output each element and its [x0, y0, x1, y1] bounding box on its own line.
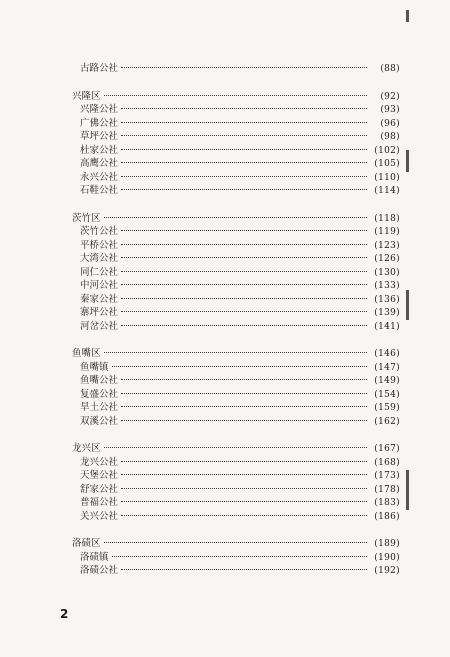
toc-entry-label: 龙兴区	[72, 443, 101, 454]
toc-entry-label: 旱土公社	[80, 402, 119, 413]
toc-commune-entry[interactable]	[72, 279, 400, 293]
toc-entry-label: 复盛公社	[80, 388, 119, 400]
dot-leader	[121, 284, 367, 285]
toc-commune-entry[interactable]	[72, 130, 400, 144]
toc-page-number: (98)	[380, 132, 400, 142]
toc-page-number: (162)	[374, 416, 400, 427]
toc-entry-label: 兴隆区	[72, 90, 101, 102]
toc-commune-entry[interactable]	[72, 401, 400, 415]
toc-page-number: (105)	[374, 159, 400, 169]
toc-commune-entry[interactable]	[72, 306, 400, 320]
binding-edge-marks	[406, 0, 410, 657]
dot-leader	[121, 298, 367, 299]
toc-commune-entry[interactable]	[72, 184, 400, 198]
toc-entry-label: 鱼嘴镇	[80, 361, 109, 373]
toc-page-number: (190)	[374, 552, 400, 563]
toc-page-number: (154)	[374, 389, 400, 400]
toc-entry-label: 古路公社	[80, 63, 119, 74]
toc-entry-label: 兴隆公社	[80, 104, 119, 115]
toc-page-number: (146)	[374, 349, 400, 359]
dot-leader	[104, 95, 367, 96]
toc-page-number: (93)	[380, 105, 400, 115]
toc-commune-entry[interactable]	[72, 496, 400, 510]
dot-leader	[121, 406, 367, 407]
dot-leader	[104, 352, 367, 353]
dot-leader	[121, 311, 367, 312]
toc-entry-label: 舒家公社	[80, 483, 119, 495]
toc-commune-entry[interactable]	[72, 239, 400, 253]
dot-leader	[121, 271, 367, 272]
dot-leader	[121, 230, 367, 231]
dot-leader	[121, 461, 367, 462]
section-divider	[72, 76, 400, 84]
toc-page-number: (118)	[374, 213, 400, 224]
dot-leader	[121, 569, 367, 570]
dot-leader	[104, 217, 367, 218]
toc-district-entry[interactable]	[72, 347, 400, 361]
toc-page-number: (133)	[374, 281, 400, 291]
dot-leader	[121, 67, 367, 68]
toc-page-number: (110)	[374, 172, 400, 183]
toc-commune-entry[interactable]	[72, 252, 400, 266]
section-divider	[72, 333, 400, 341]
toc-commune-entry[interactable]	[72, 551, 400, 565]
toc-entry-label: 茨竹公社	[80, 226, 119, 237]
toc-entry-label: 永兴公社	[80, 171, 119, 183]
toc-entry-label: 普福公社	[80, 497, 119, 508]
dot-leader	[121, 325, 367, 326]
toc-entry-label: 关兴公社	[80, 510, 119, 522]
toc-commune-entry[interactable]	[72, 374, 400, 388]
section-divider	[72, 428, 400, 436]
toc-page-number: (126)	[374, 254, 400, 264]
section-divider	[72, 523, 400, 531]
toc-entry-label: 广佛公社	[80, 117, 119, 129]
dot-leader	[121, 393, 367, 394]
toc-commune-entry[interactable]	[72, 510, 400, 524]
toc-commune-entry[interactable]	[72, 117, 400, 131]
toc-page-number: (114)	[374, 186, 400, 196]
toc-page-number: (96)	[380, 118, 400, 129]
toc-entry-label: 洛碛公社	[80, 565, 119, 576]
dot-leader	[121, 135, 367, 136]
toc-page-number: (130)	[374, 267, 400, 278]
toc-entry-label: 杜家公社	[80, 144, 119, 156]
toc-page-number: (159)	[374, 403, 400, 413]
toc-entry-label: 寨坪公社	[80, 307, 119, 318]
dot-leader	[121, 501, 367, 502]
toc-page-number: (139)	[374, 308, 400, 318]
dot-leader	[121, 474, 367, 475]
toc-entry-label: 同仁公社	[80, 266, 119, 278]
toc-entry-label: 平桥公社	[80, 239, 119, 251]
toc-entry-label: 大湾公社	[80, 253, 119, 264]
toc-district-entry[interactable]	[72, 537, 400, 551]
dot-leader	[121, 257, 367, 258]
toc-page-number: (147)	[374, 362, 400, 373]
toc-district-entry[interactable]	[72, 212, 400, 226]
dot-leader	[121, 488, 367, 489]
toc-page-number: (186)	[374, 511, 400, 522]
toc-page-number: (168)	[374, 457, 400, 468]
toc-entry-label: 秦家公社	[80, 293, 119, 305]
dot-leader	[112, 556, 367, 557]
toc-entry-label: 中河公社	[80, 280, 119, 291]
toc-entry-label: 鱼嘴区	[72, 348, 101, 359]
toc-page-number: (123)	[374, 240, 400, 251]
toc-commune-entry[interactable]	[72, 456, 400, 470]
toc-page-number: (183)	[374, 498, 400, 508]
dot-leader	[121, 379, 367, 380]
dot-leader	[121, 108, 367, 109]
toc-entry-label: 洛碛区	[72, 538, 101, 549]
toc-commune-entry[interactable]	[72, 483, 400, 497]
toc-page-number: (149)	[374, 376, 400, 386]
dot-leader	[121, 515, 367, 516]
toc-district-entry[interactable]	[72, 90, 400, 104]
toc-district-entry[interactable]	[72, 442, 400, 456]
dot-leader	[121, 420, 367, 421]
dot-leader	[104, 542, 367, 543]
dot-leader	[121, 122, 367, 123]
toc-commune-entry[interactable]	[72, 361, 400, 375]
toc-commune-entry[interactable]	[72, 171, 400, 185]
toc-commune-entry[interactable]	[72, 469, 400, 483]
toc-page-number: (136)	[374, 294, 400, 305]
toc-page-number: (167)	[374, 444, 400, 454]
dot-leader	[121, 189, 367, 190]
toc-page-number: (141)	[374, 321, 400, 332]
toc-entry-label: 洛碛镇	[80, 551, 109, 563]
toc-commune-entry[interactable]	[72, 103, 400, 117]
page-number: 2	[60, 607, 69, 621]
section-divider	[72, 198, 400, 206]
dot-leader	[121, 176, 367, 177]
dot-leader	[112, 366, 367, 367]
toc-commune-entry[interactable]	[72, 157, 400, 171]
toc-page-number: (189)	[374, 539, 400, 549]
toc-entry-label: 高鹰公社	[80, 158, 119, 169]
toc-entry-label: 茨竹区	[72, 212, 101, 224]
toc-page-number: (88)	[380, 64, 400, 74]
toc-entry-label: 石鞋公社	[80, 185, 119, 196]
toc-entry-label: 天堡公社	[80, 470, 119, 481]
toc-commune-entry[interactable]	[72, 266, 400, 280]
toc-commune-entry[interactable]	[72, 564, 400, 578]
toc-page-number: (192)	[374, 566, 400, 576]
dot-leader	[121, 244, 367, 245]
toc-page-number: (102)	[374, 145, 400, 156]
toc-page-number: (119)	[374, 227, 400, 237]
toc-page-number: (173)	[374, 471, 400, 481]
toc-commune-entry[interactable]	[72, 62, 400, 76]
toc-commune-entry[interactable]	[72, 144, 400, 158]
toc-commune-entry[interactable]	[72, 415, 400, 429]
toc-entry-label: 龙兴公社	[80, 456, 119, 468]
toc-commune-entry[interactable]	[72, 225, 400, 239]
table-of-contents	[72, 62, 400, 578]
dot-leader	[104, 447, 367, 448]
toc-entry-label: 双溪公社	[80, 415, 119, 427]
toc-entry-label: 草坪公社	[80, 131, 119, 142]
toc-commune-entry[interactable]	[72, 293, 400, 307]
dot-leader	[121, 162, 367, 163]
toc-entry-label: 河岔公社	[80, 320, 119, 332]
toc-page-number: (178)	[374, 484, 400, 495]
toc-page-number: (92)	[380, 91, 400, 102]
dot-leader	[121, 149, 367, 150]
toc-commune-entry[interactable]	[72, 388, 400, 402]
toc-entry-label: 鱼嘴公社	[80, 375, 119, 386]
toc-commune-entry[interactable]	[72, 320, 400, 334]
